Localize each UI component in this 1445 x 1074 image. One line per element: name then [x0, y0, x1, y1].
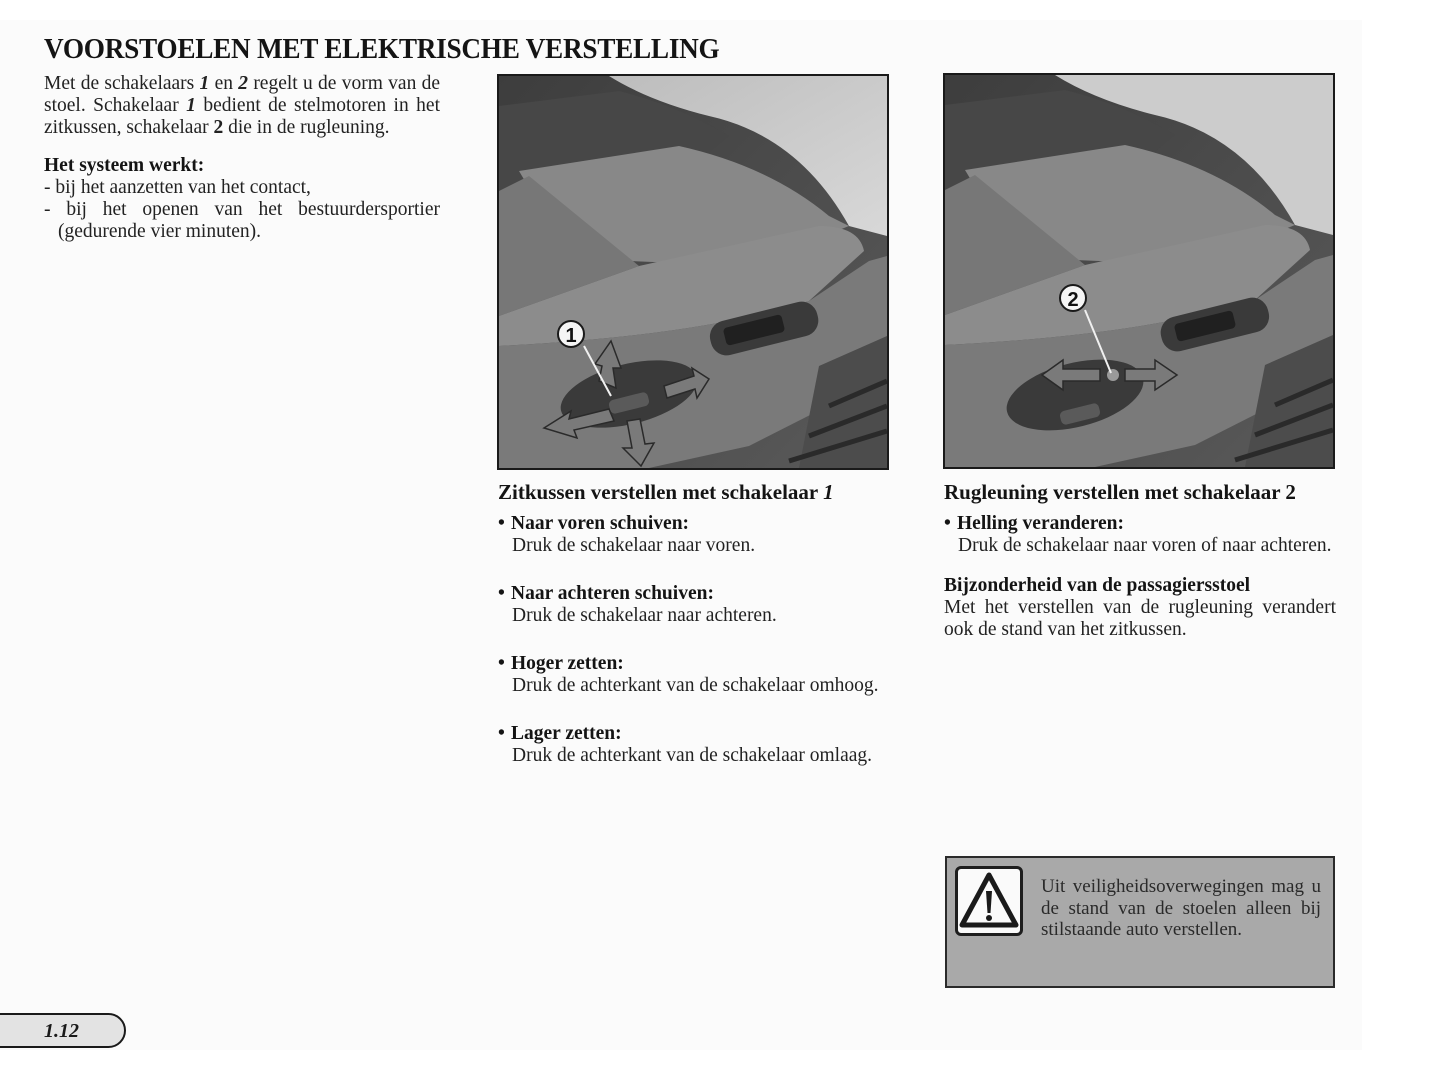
passenger-text: Met het verstellen van de rugleuning verandert ook de stand van het zitkussen.: [944, 597, 1336, 640]
item-label: Hoger zetten:: [511, 653, 624, 674]
intro-column: [44, 73, 440, 243]
intro-text: en: [209, 73, 239, 94]
intro-paragraph: [44, 73, 440, 139]
bullet-icon: •: [498, 723, 505, 744]
item-text: Druk de achterkant van de schakelaar omhoog.: [512, 675, 879, 696]
cushion-item: [498, 653, 890, 697]
cushion-item: [498, 723, 890, 767]
intro-text: bedient de stelmotoren in het zitkussen, schakelaar: [44, 95, 440, 138]
backrest-item: [944, 513, 1336, 557]
item-text: Druk de schakelaar naar achteren.: [512, 605, 777, 626]
item-text: Druk de schakelaar naar voren of naar achteren.: [958, 535, 1332, 556]
backrest-photo: [943, 73, 1335, 469]
bullet-icon: •: [498, 513, 505, 534]
backrest-heading: Rugleuning verstellen met schakelaar 2: [944, 480, 1296, 504]
cushion-item: [498, 583, 890, 627]
bullet-icon: •: [498, 583, 505, 604]
intro-text: die in de rugleuning.: [223, 117, 390, 138]
safety-warning-box: [945, 856, 1335, 988]
item-label: Naar voren schuiven:: [511, 513, 690, 534]
warning-triangle-icon: [955, 866, 1023, 936]
bullet-icon: •: [498, 653, 505, 674]
switch-ref-1: 1: [199, 73, 210, 94]
intro-text: regelt u de vorm van de stoel. Schakelaar: [44, 73, 441, 116]
switch-ref-2: 2: [213, 117, 224, 138]
item-label: Naar achteren schuiven:: [511, 583, 714, 604]
seat-cushion-photo: [497, 74, 889, 470]
svg-text:2: 2: [1067, 289, 1079, 311]
bullet-icon: •: [944, 513, 951, 534]
cushion-item: [498, 513, 890, 557]
switch-ref-1: 1: [186, 95, 196, 116]
system-item: - bij het openen van het bestuurdersportier (gedurende vier minuten).: [44, 199, 440, 242]
warning-text: Uit veiligheidsoverwegingen mag u de stand van de stoelen alleen bij stilstaande auto verstellen.: [1041, 876, 1321, 940]
intro-text: Met de schakelaars: [44, 73, 200, 94]
system-item: - bij het aanzetten van het contact,: [44, 177, 311, 198]
page-number-tab: [0, 1013, 126, 1048]
cushion-heading: [498, 480, 890, 504]
switch-ref-1: 1: [823, 480, 834, 504]
seat-illustration-1: [499, 76, 887, 468]
item-text: Druk de schakelaar naar voren.: [512, 535, 756, 556]
item-label: Lager zetten:: [511, 723, 622, 744]
cushion-section: [498, 480, 890, 767]
item-label: Helling veranderen:: [957, 513, 1124, 534]
switch-ref-2: 2: [238, 73, 249, 94]
page-number: 1.12: [44, 1020, 79, 1042]
cushion-heading-text: Zitkussen verstellen met schakelaar: [498, 480, 824, 504]
item-text: Druk de achterkant van de schakelaar omlaag.: [512, 745, 873, 766]
backrest-section: [944, 480, 1336, 641]
seat-illustration-2: [945, 75, 1333, 467]
passenger-heading: Bijzonderheid van de passagiersstoel: [944, 575, 1251, 596]
page-title: VOORSTOELEN MET ELEKTRISCHE VERSTELLING: [44, 33, 720, 65]
system-heading: Het systeem werkt:: [44, 155, 205, 176]
svg-text:1: 1: [565, 325, 577, 347]
